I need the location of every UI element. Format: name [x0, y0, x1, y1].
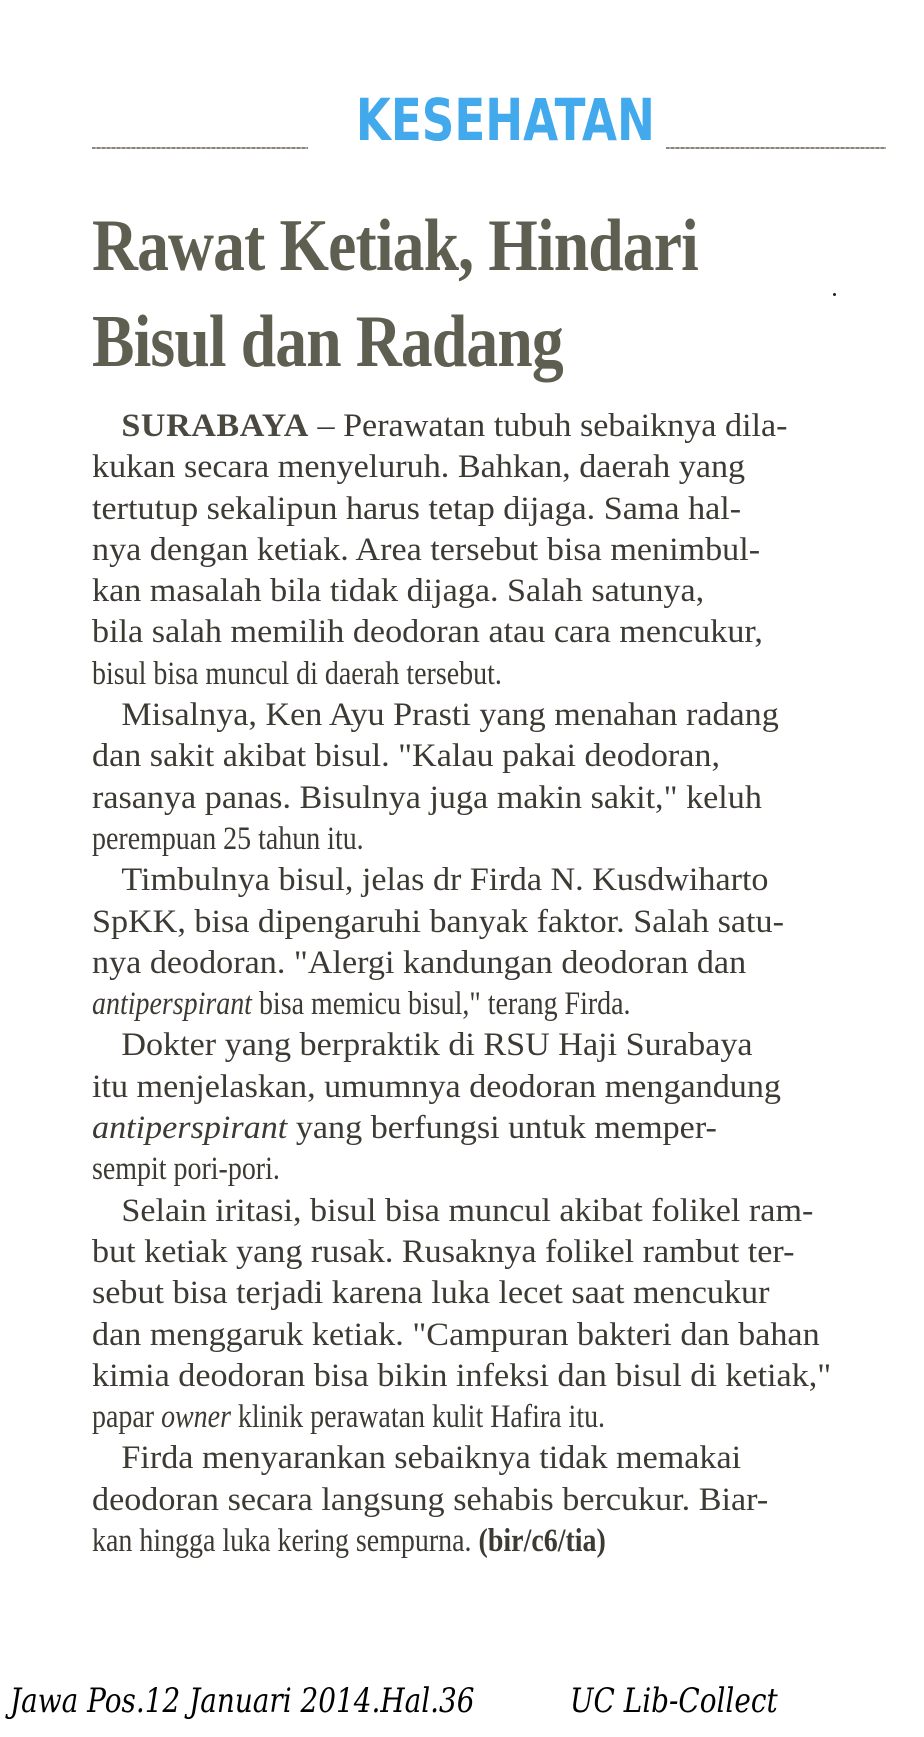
headline-line-1: Rawat Ketiak, Hindari — [92, 205, 698, 287]
body-line — [92, 1397, 605, 1438]
body-line: Selain iritasi, bisul bisa muncul akibat folikel ram- — [121, 1192, 814, 1229]
collector-label: UC Lib-Collect — [570, 1681, 778, 1721]
body-line: Misalnya, Ken Ayu Prasti yang menahan radang — [121, 697, 779, 734]
body-line: Dokter yang berpraktik di RSU Haji Surabaya — [121, 1027, 753, 1064]
body-line: SpKK, bisa dipengaruhi banyak faktor. Salah satu- — [92, 903, 784, 940]
author-credit: (bir/c6/tia) — [478, 1523, 606, 1560]
section-rule-right — [666, 147, 886, 149]
body-line: kimia deodoran bisa bikin infeksi dan bisul di ketiak," — [92, 1357, 832, 1394]
body-line: deodoran secara langsung sehabis bercukur. Biar- — [92, 1481, 769, 1518]
body-line: dan menggaruk ketiak. "Campuran bakteri dan bahan — [92, 1316, 820, 1353]
body-line: sebut bisa terjadi karena luka lecet saat mencukur — [92, 1275, 770, 1312]
body-line — [92, 984, 630, 1025]
body-text: kan hingga luka kering sempurna. — [92, 1523, 479, 1560]
body-line — [92, 1108, 717, 1149]
article-body — [92, 406, 884, 1562]
body-line: nya deodoran. "Alergi kandungan deodoran dan — [92, 944, 747, 981]
body-line: itu menjelaskan, umumnya deodoran mengandung — [92, 1068, 781, 1105]
body-text: – Perawatan tubuh sebaiknya dila- — [308, 408, 788, 444]
paragraph-4 — [92, 1025, 884, 1190]
italic-term: antiperspirant — [92, 1110, 288, 1147]
body-text: bisa memicu bisul," terang Firda. — [251, 986, 631, 1023]
body-line: bila salah memilih deodoran atau cara mencukur, — [92, 614, 763, 651]
headline-line-2: Bisul dan Radang — [92, 301, 563, 383]
section-header — [92, 84, 886, 158]
section-rule-left — [92, 147, 308, 149]
body-line — [92, 406, 787, 447]
body-text: papar — [92, 1399, 162, 1436]
paragraph-2 — [92, 695, 884, 860]
body-line: Timbulnya bisul, jelas dr Firda N. Kusdwiharto — [121, 862, 769, 899]
italic-term: owner — [161, 1399, 231, 1436]
body-line: kan masalah bila tidak dijaga. Salah satunya, — [92, 573, 705, 610]
headline — [92, 198, 780, 390]
body-line: sempit pori-pori. — [92, 1151, 280, 1188]
body-line: but ketiak yang rusak. Rusaknya folikel rambut ter- — [92, 1233, 795, 1270]
paragraph-6 — [92, 1438, 884, 1562]
body-line: Firda menyarankan sebaiknya tidak memakai — [121, 1440, 742, 1477]
section-title: KESEHATAN — [355, 86, 655, 154]
print-speck — [833, 293, 836, 296]
body-line: tertutup sekalipun harus tetap dijaga. Sama hal- — [92, 490, 742, 527]
body-line: dan sakit akibat bisul. "Kalau pakai deodoran, — [92, 738, 720, 775]
body-text: klinik perawatan kulit Hafira itu. — [230, 1399, 606, 1436]
body-line: nya dengan ketiak. Area tersebut bisa menimbul- — [92, 531, 761, 568]
paragraph-1 — [92, 406, 884, 695]
body-line — [92, 1521, 605, 1562]
paragraph-5 — [92, 1191, 884, 1439]
paragraph-3 — [92, 860, 884, 1025]
body-line: bisul bisa muncul di daerah tersebut. — [92, 655, 502, 692]
body-line: perempuan 25 tahun itu. — [92, 820, 364, 857]
italic-term: antiperspirant — [92, 986, 252, 1023]
body-text: yang berfungsi untuk memper- — [287, 1110, 717, 1147]
dateline: SURABAYA — [121, 408, 309, 444]
publication-source: Jawa Pos.12 Januari 2014.Hal.36 — [10, 1681, 475, 1721]
body-line: kukan secara menyeluruh. Bahkan, daerah yang — [92, 449, 746, 486]
body-line: rasanya panas. Bisulnya juga makin sakit," keluh — [92, 779, 762, 816]
